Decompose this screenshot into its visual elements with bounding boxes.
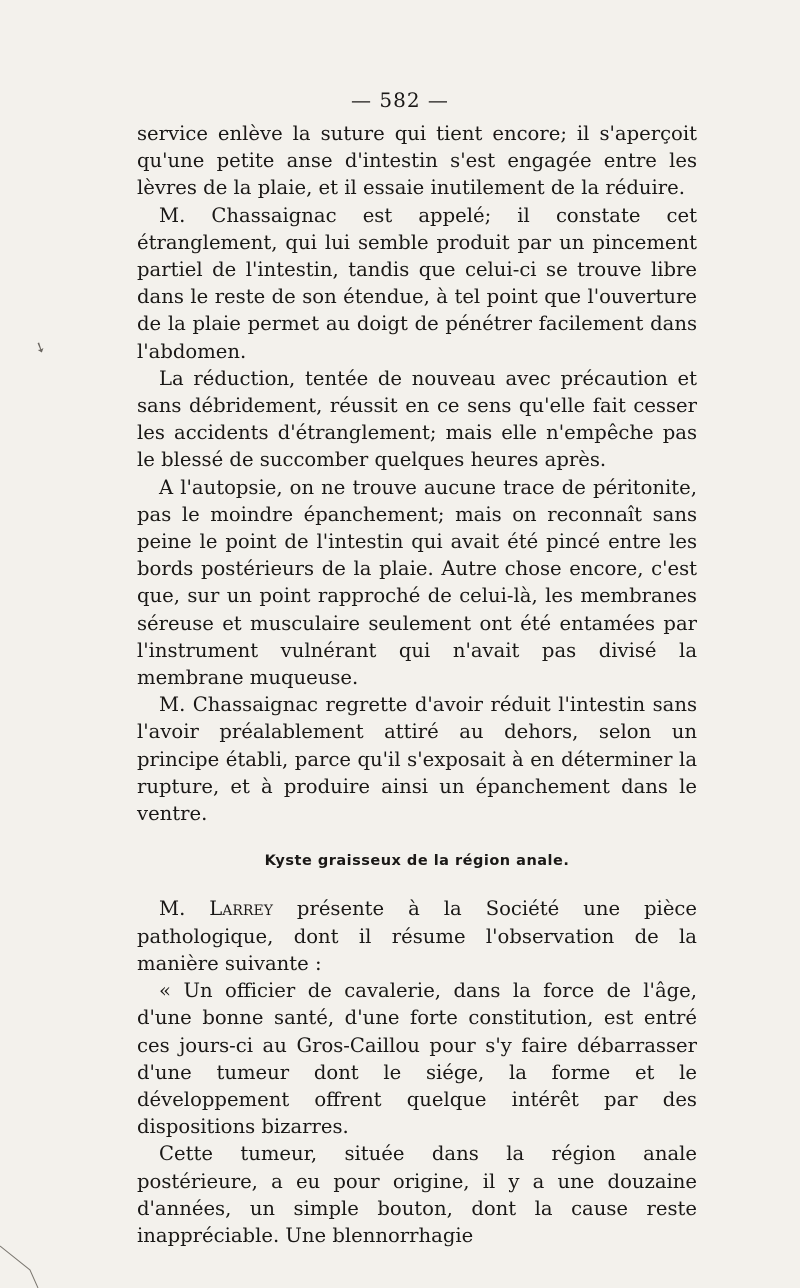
paragraph-reduction: La réduction, tentée de nouveau avec précaution et sans débridement, réussit en ce sens qu'elle fait cesser les accidents d'étranglement; mais elle n'empêche pas le blessé de succomber quelques heures après. <box>137 366 697 472</box>
corner-crease-icon <box>0 1238 60 1288</box>
page-number: — 582 — <box>351 88 449 112</box>
section-heading: Kyste graisseux de la région anale. <box>264 853 570 870</box>
author-name: Larrey <box>209 897 273 921</box>
paragraph-tumor-origin: Cette tumeur, située dans la région anale postérieure, a eu pour origine, il y a une douzaine d'années, un simple bouton, dont la cause reste inappréciable. Une blennorrhagie <box>137 1142 697 1247</box>
paragraph-regret: M. Chassaignac regrette d'avoir réduit l'intestin sans l'avoir préalablement attiré au dehors, selon un principe établi, parce qu'il s'exposait à en déterminer la rupture, et à produire ainsi un épanchement dans le ventre. <box>137 693 697 826</box>
intro-prefix: M. <box>159 897 210 921</box>
paragraph-autopsy: A l'autopsie, on ne trouve aucune trace de péritonite, pas le moindre épanchement; mais on reconnaît sans peine le point de l'intestin qui avait été pincé entre les bords postérieurs de la plaie. Autre chose encore, c'est que, sur un point rapproché de celui-là, les membranes séreuse et musculaire seulement ont été entamées par l'instrument vulnérant qui n'avait pas divisé la membrane muqueuse. <box>137 475 697 690</box>
margin-mark-icon: ➘ <box>31 338 49 358</box>
paragraph-officer: « Un officier de cavalerie, dans la force de l'âge, d'une bonne santé, d'une forte constitution, est entré ces jours-ci au Gros-Caillou pour s'y faire débarrasser d'une tumeur dont le siége, la forme et le développement offrent quelque intérêt par des dispositions bizarres. <box>137 979 697 1139</box>
paragraph-continuation: service enlève la suture qui tient encore; il s'aperçoit qu'une petite anse d'intestin s'est engagée entre les lèvres de la plaie, et il essaie inutilement de la réduire. <box>137 122 697 200</box>
paragraph-larrey-intro <box>137 895 697 977</box>
intro-rest: présente à la Société une pièce pathologique, dont il résume l'observation de la manière suivante : <box>137 897 697 975</box>
body-text <box>137 120 697 1249</box>
paragraph-chassaignac-called: M. Chassaignac est appelé; il constate cet étranglement, qui lui semble produit par un pincement partiel de l'intestin, tandis que celui-ci se trouve libre dans le reste de son étendue, à tel point que l'ouverture de la plaie permet au doigt de pénétrer facilement dans l'abdomen. <box>137 203 697 363</box>
